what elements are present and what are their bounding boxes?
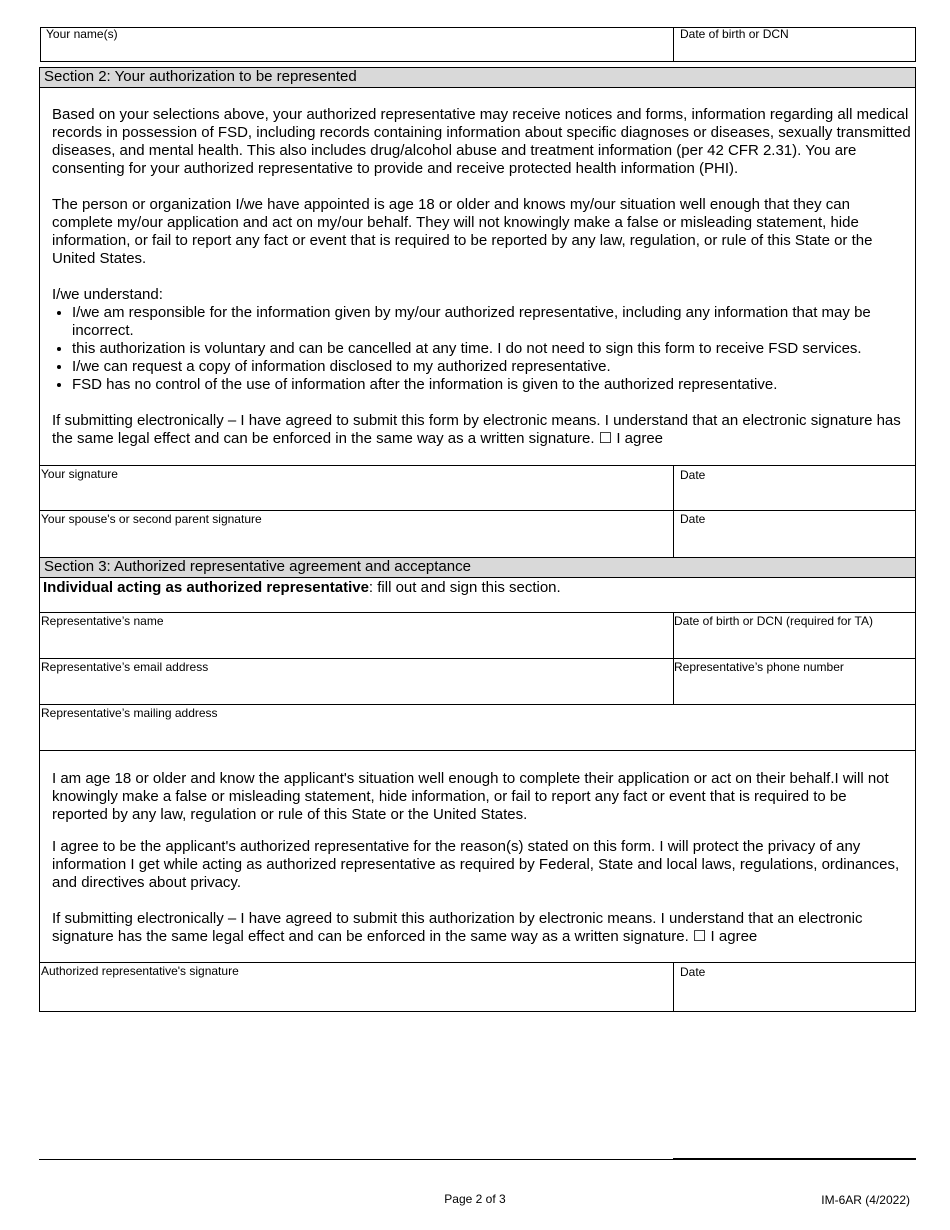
auth-date-field[interactable] <box>675 980 915 1010</box>
form-id: IM-6AR (4/2022) <box>821 1193 910 1207</box>
individual-instruction-rest: : fill out and sign this section. <box>368 579 561 596</box>
section3-title: Section 3: Authorized representative agreement and acceptance <box>39 557 916 578</box>
your-signature-date-field[interactable] <box>675 483 915 509</box>
sig-row-top-rule <box>39 465 916 466</box>
auth-sig-rule <box>39 962 916 963</box>
rep-address-label: Representative’s mailing address <box>41 706 218 720</box>
section2-body <box>52 106 914 448</box>
rep-name-label: Representative’s name <box>41 614 164 628</box>
your-signature-field[interactable] <box>41 482 671 509</box>
understand-intro: I/we understand: <box>52 286 163 303</box>
rep-phone-label: Representative’s phone number <box>674 660 844 674</box>
individual-instruction <box>43 579 903 597</box>
spouse-signature-label: Your spouse's or second parent signature <box>41 512 262 526</box>
your-signature-label: Your signature <box>41 467 118 481</box>
understand-item: • I/we am responsible for the information given by my/our authorized representative, including any information that may be incorrect. <box>72 304 914 340</box>
spouse-signature-date-label: Date <box>680 512 706 526</box>
rep-rule-4 <box>39 750 916 751</box>
rep-phone-field[interactable] <box>675 675 915 703</box>
auth-sig-divider <box>673 962 674 1012</box>
name-dob-divider <box>673 27 674 62</box>
section3-para2: I agree to be the applicant's authorized representative for the reason(s) stated on this form. I will protect the privacy of any information I get while acting as authorized representative as required by Federal, State and local laws, regulations, ordinances, and directives about privacy. <box>52 838 900 891</box>
your-signature-date-label: Date <box>680 468 706 482</box>
understand-item: • FSD has no control of the use of information after the information is given to the authorized representative. <box>72 376 914 394</box>
footer-rule-thick <box>673 1158 916 1160</box>
rep-dob-label: Date of birth or DCN (required for TA) <box>674 614 873 628</box>
understand-item: • I/we can request a copy of information disclosed to my authorized representative. <box>72 358 914 376</box>
sig-row-divider <box>673 465 674 558</box>
section2-electronic-consent[interactable]: If submitting electronically – I have agreed to submit this form by electronic means. I understand that an electronic signature has the same legal effect and can be enforced in the same way as a written signature. ☐ I agree <box>52 412 901 447</box>
rep-email-field[interactable] <box>41 675 671 703</box>
spouse-signature-field[interactable] <box>41 527 671 556</box>
rep-rule-2 <box>39 658 916 659</box>
name-label: Your name(s) <box>46 27 118 41</box>
rep-dob-field[interactable] <box>675 629 915 657</box>
section2-para2: The person or organization I/we have appointed is age 18 or older and knows my/our situation well enough that they can complete my/our application and act on my/our behalf. They will not knowingly make a false or misleading statement, hide information, or fail to report any fact or event that is required to be reported by any law, regulation, or rule of this State or the United States. <box>52 196 873 267</box>
rep-name-field[interactable] <box>41 629 671 657</box>
auth-signature-label: Authorized representative's signature <box>41 964 239 978</box>
auth-date-label: Date <box>680 965 706 979</box>
understand-item: • this authorization is voluntary and can be cancelled at any time. I do not need to sign this form to receive FSD services. <box>72 340 914 358</box>
page-number: Page 2 of 3 <box>444 1192 506 1206</box>
rep-address-field[interactable] <box>41 721 914 749</box>
rep-email-label: Representative’s email address <box>41 660 209 674</box>
dob-label: Date of birth or DCN <box>680 27 789 41</box>
rep-rule-3 <box>39 704 916 705</box>
understand-list <box>52 304 914 394</box>
spouse-signature-date-field[interactable] <box>675 527 915 556</box>
sig-row-mid-rule <box>39 510 916 511</box>
section3-para1: I am age 18 or older and know the applicant's situation well enough to complete their application or act on their behalf.I will not knowingly make a false or misleading statement, hide information, or fail to report any fact or event that is required to be reported by any law, regulation or rule of this State or the United States. <box>52 770 889 823</box>
section2-para1: Based on your selections above, your authorized representative may receive notices and forms, information regarding all medical records in possession of FSD, including records containing information about specific diagnoses or diseases, sexually transmitted diseases, and mental health. This also includes drug/alcohol abuse and treatment information (per 42 CFR 2.31). You are consenting for your authorized representative to provide and receive protected health information (PHI). <box>52 106 911 177</box>
auth-signature-field[interactable] <box>41 979 671 1010</box>
name-field[interactable] <box>41 42 672 61</box>
rep-rule-1 <box>39 612 916 613</box>
section3-electronic-consent[interactable]: If submitting electronically – I have agreed to submit this authorization by electronic means. I understand that an electronic signature has the same legal effect and can be enforced in the same way as a written signature. ☐ I agree <box>52 910 863 945</box>
section3-body <box>52 770 902 946</box>
individual-instruction-bold: Individual acting as authorized representative <box>43 579 369 596</box>
section2-title: Section 2: Your authorization to be represented <box>39 67 916 88</box>
dob-field[interactable] <box>675 42 915 61</box>
